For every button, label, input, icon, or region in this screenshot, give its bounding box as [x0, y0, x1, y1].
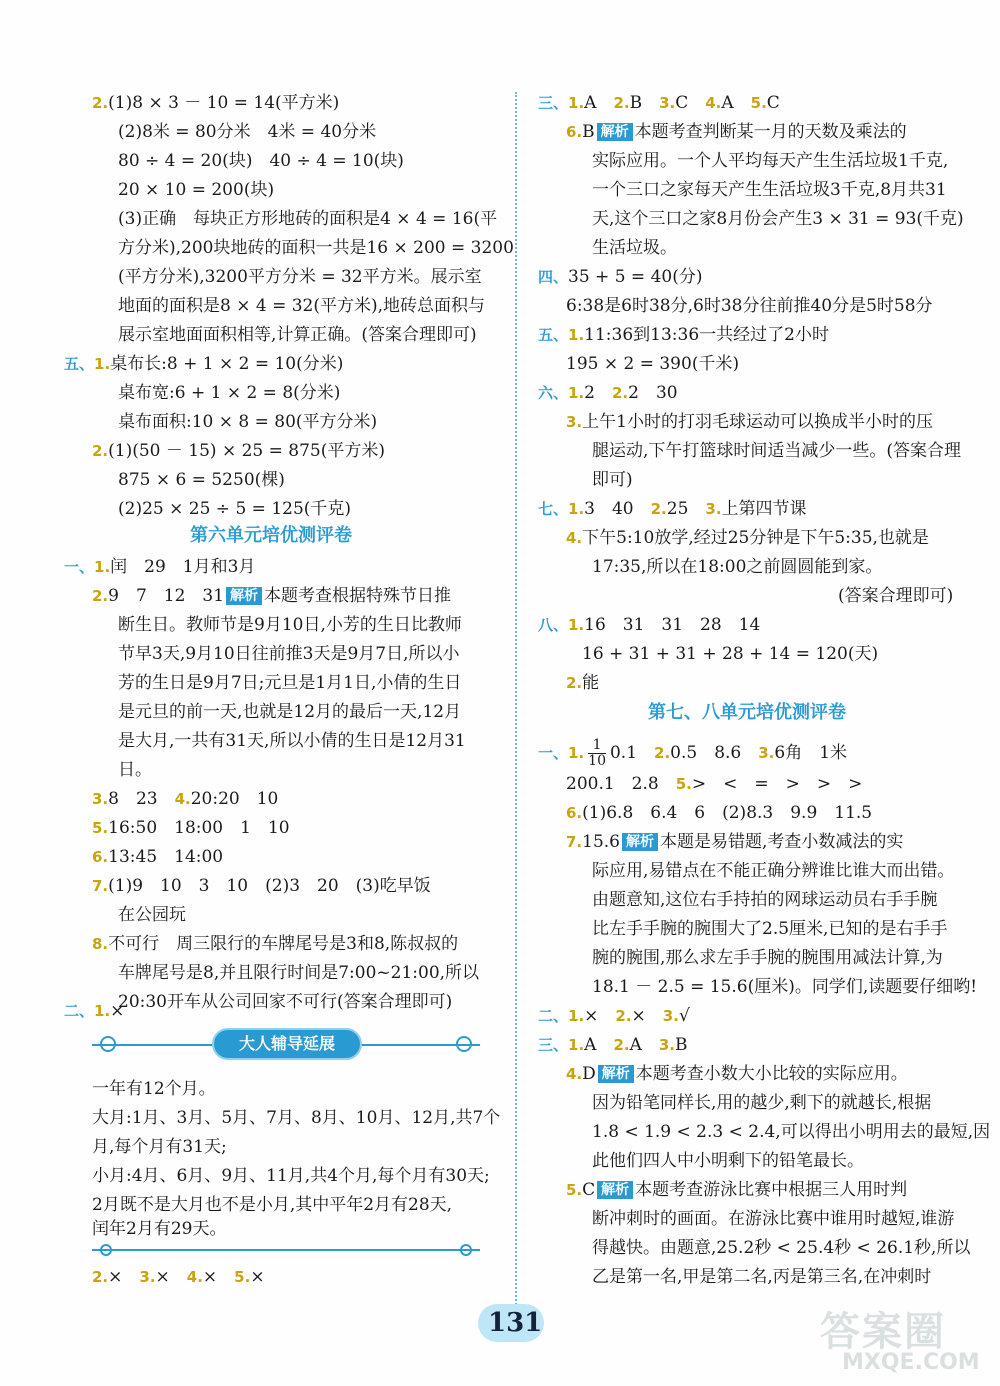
answer-line: 因为铅笔同样长,用的越少,剩下的就越长,根据 — [592, 1093, 932, 1113]
section-title: 第七、八单元培优测评卷 — [648, 702, 846, 723]
answer-line: 195 × 2 = 390(千米) — [566, 354, 740, 374]
answer-line: 一、1.闰 29 1月和3月 — [64, 557, 256, 577]
answer-line: 2.能 — [566, 673, 600, 693]
answer-line: 桌布宽:6 + 1 × 2 = 8(分米) — [118, 383, 341, 403]
answer-line: 6.13:45 14:00 — [92, 847, 224, 867]
answer-line: 2.(1)8 × 3 － 10 = 14(平方米) — [92, 93, 340, 113]
answer-line: 八、1.16 31 31 28 14 — [538, 615, 761, 635]
page-number: 131 — [488, 1308, 543, 1338]
answer-line: 断冲刺时的画面。在游泳比赛中谁用时越短,谁游 — [592, 1209, 955, 1229]
answer-line: 腕的腕围,那么求左手手腕的腕围用减法计算,为 — [592, 948, 943, 968]
ribbon-title: 大人辅导延展 — [212, 1028, 362, 1060]
answer-line: (3)正确 每块正方形地砖的面积是4 × 4 = 16(平 — [118, 209, 498, 229]
answer-line: 三、1.A 2.A 3.B — [538, 1035, 688, 1055]
analysis-tag: 解析 — [622, 833, 658, 851]
answer-line: 生活垃圾。 — [592, 238, 677, 258]
note-line: 月,每个月有31天; — [92, 1137, 227, 1157]
answer-line: 四、35 + 5 = 40(分) — [538, 267, 703, 287]
extension-ribbon — [92, 1026, 480, 1064]
extension-ribbon-bottom — [92, 1244, 480, 1256]
answer-line: 一个三口之家每天产生生活垃圾3千克,8月共31 — [592, 180, 947, 200]
ribbon-curl-right — [460, 1244, 472, 1256]
note-line: 大月:1月、3月、5月、7月、8月、10月、12月,共7个 — [92, 1108, 501, 1128]
answer-line: 实际应用。一个人平均每天产生生活垃圾1千克, — [592, 151, 949, 171]
answer-line: (平方分米),3200平方分米 = 32平方米。展示室 — [118, 267, 482, 287]
answer-line: 1.8 < 1.9 < 2.3 < 2.4,可以得出小明用去的最短,因 — [592, 1122, 991, 1142]
answer-line: 地面的面积是8 × 4 = 32(平方米),地砖总面积与 — [118, 296, 486, 316]
answer-line: 3.8 23 4.20:20 10 — [92, 789, 279, 809]
answer-line: 桌布面积:10 × 8 = 80(平方分米) — [118, 412, 378, 432]
answer-line: 七、1.3 40 2.25 3.上第四节课 — [538, 499, 807, 519]
answer-line: 二、1.× — [64, 1001, 125, 1021]
answer-line: 在公园玩 — [118, 905, 186, 925]
answer-line: (2)25 × 25 ÷ 5 = 125(千克) — [118, 499, 352, 519]
answer-line: 20 × 10 = 200(块) — [118, 180, 275, 200]
note-line: 闰年2月有29天。 — [92, 1219, 227, 1239]
answer-line: 六、1.2 2.2 30 — [538, 383, 678, 403]
ribbon-curl-left — [100, 1036, 116, 1052]
answer-line: 由题意知,这位右手持拍的网球运动员右手手腕 — [592, 890, 938, 910]
fraction: $\frac{1}{10}$ — [588, 737, 606, 769]
answer-line: 2.(1)(50 － 15) × 25 = 875(平方米) — [92, 441, 386, 461]
answer-line: 是大月,一共有31天,所以小倩的生日是12月31 — [118, 731, 466, 751]
note-line: 小月:4月、6月、9月、11月,共4个月,每个月有30天; — [92, 1166, 490, 1186]
answer-line: 17:35,所以在18:00之前圆圆能到家。 — [592, 557, 883, 577]
answer-line: 20:30开车从公司回家不可行(答案合理即可) — [118, 992, 453, 1012]
answer-line: 7.(1)9 10 3 10 (2)3 20 (3)吃早饭 — [92, 876, 431, 896]
answer-line: (2)8米 = 80分米 4米 = 40分米 — [118, 122, 377, 142]
ribbon-curl-left — [100, 1244, 112, 1256]
answer-line: 日。 — [118, 760, 152, 780]
answer-line: 即可) — [592, 470, 633, 490]
answer-line: 6.B 解析 本题考查判断某一月的天数及乘法的 — [566, 122, 907, 142]
answer-line: 节早3天,9月10日往前推3天是9月7日,所以小 — [118, 644, 460, 664]
answer-line: 天,这个三口之家8月份会产生3 × 31 = 93(千克) — [592, 209, 964, 229]
answer-line: 芳的生日是9月7日;元旦是1月1日,小倩的生日 — [118, 673, 462, 693]
analysis-tag: 解析 — [597, 123, 633, 141]
answer-line: 一、1. $\frac{1}{10}$ 0.1 2.0.5 8.6 3.6角 1米 — [538, 737, 848, 769]
answer-line: 5.C 解析 本题考查游泳比赛中根据三人用时判 — [566, 1180, 908, 1200]
answer-line: 腿运动,下午打篮球时间适当减少一些。(答案合理 — [592, 441, 962, 461]
answer-line: 是元旦的前一天,也就是12月的最后一天,12月 — [118, 702, 462, 722]
analysis-tag: 解析 — [226, 587, 262, 605]
answer-line: 五、1.11:36到13:36一共经过了2小时 — [538, 325, 829, 345]
answer-line: 二、1.× 2.× 3.√ — [538, 1006, 690, 1026]
section-title: 第六单元培优测评卷 — [190, 525, 352, 546]
answer-line: 200.1 2.8 5.> < = > > > — [566, 774, 863, 794]
answer-line: 方分米),200块地砖的面积一共是16 × 200 = 3200 — [118, 238, 514, 258]
answer-line: 80 ÷ 4 = 20(块) 40 ÷ 4 = 10(块) — [118, 151, 404, 171]
analysis-tag: 解析 — [598, 1065, 634, 1083]
answer-line: 6:38是6时38分,6时38分往前推40分是5时58分 — [566, 296, 933, 316]
answer-line: 展示室地面面积相等,计算正确。(答案合理即可) — [118, 325, 477, 345]
answer-line: 断生日。教师节是9月10日,小芳的生日比教师 — [118, 615, 462, 635]
note-line: 2月既不是大月也不是小月,其中平年2月有28天, — [92, 1195, 453, 1215]
answer-line: 16 + 31 + 31 + 28 + 14 = 120(天) — [582, 644, 879, 664]
answer-line: 6.(1)6.8 6.4 6 (2)8.3 9.9 11.5 — [566, 803, 873, 823]
column-divider — [515, 92, 517, 1312]
ribbon-line — [92, 1249, 480, 1251]
answer-line: 车牌尾号是8,并且限行时间是7:00~21:00,所以 — [118, 963, 480, 983]
answer-line: 18.1 － 2.5 = 15.6(厘米)。同学们,读题要仔细哟! — [592, 977, 978, 997]
watermark-logo: 答案圈 MXQE.COM — [820, 1309, 980, 1375]
answer-line: 此他们四人中小明剩下的铅笔最长。 — [592, 1151, 864, 1171]
analysis-tag: 解析 — [597, 1181, 633, 1199]
answer-line: 比左手手腕的腕围大了2.5厘米,已知的是右手手 — [592, 919, 948, 939]
answer-line: 三、1.A 2.B 3.C 4.A 5.C — [538, 93, 780, 113]
answer-line: 际应用,易错点在不能正确分辨谁比谁大而出错。 — [592, 861, 955, 881]
answer-line: 2.× 3.× 4.× 5.× — [92, 1267, 265, 1287]
answer-line: 8.不可行 周三限行的车牌尾号是3和8,陈叔叔的 — [92, 934, 459, 954]
page-number-badge — [478, 1298, 548, 1346]
ribbon-curl-right — [456, 1036, 472, 1052]
answer-line: 乙是第一名,甲是第二名,丙是第三名,在冲刺时 — [592, 1267, 932, 1287]
note-line: 一年有12个月。 — [92, 1079, 216, 1099]
answer-line: (答案合理即可) — [838, 586, 954, 606]
answer-line: 3.上午1小时的打羽毛球运动可以换成半小时的压 — [566, 412, 933, 432]
answer-line: 4.下午5:10放学,经过25分钟是下午5:35,也就是 — [566, 528, 929, 548]
answer-line: 4.D 解析 本题考查小数大小比较的实际应用。 — [566, 1064, 908, 1084]
answer-line: 7.15.6 解析 本题是易错题,考查小数减法的实 — [566, 832, 904, 852]
answer-line: 五、1.桌布长:8 + 1 × 2 = 10(分米) — [64, 354, 344, 374]
answer-line: 得越快。由题意,25.2秒 < 25.4秒 < 26.1秒,所以 — [592, 1238, 971, 1258]
answer-line: 5.16:50 18:00 1 10 — [92, 818, 290, 838]
answer-line: 875 × 6 = 5250(棵) — [118, 470, 285, 490]
answer-line: 2.9 7 12 31 解析 本题考查根据特殊节日推 — [92, 586, 452, 606]
